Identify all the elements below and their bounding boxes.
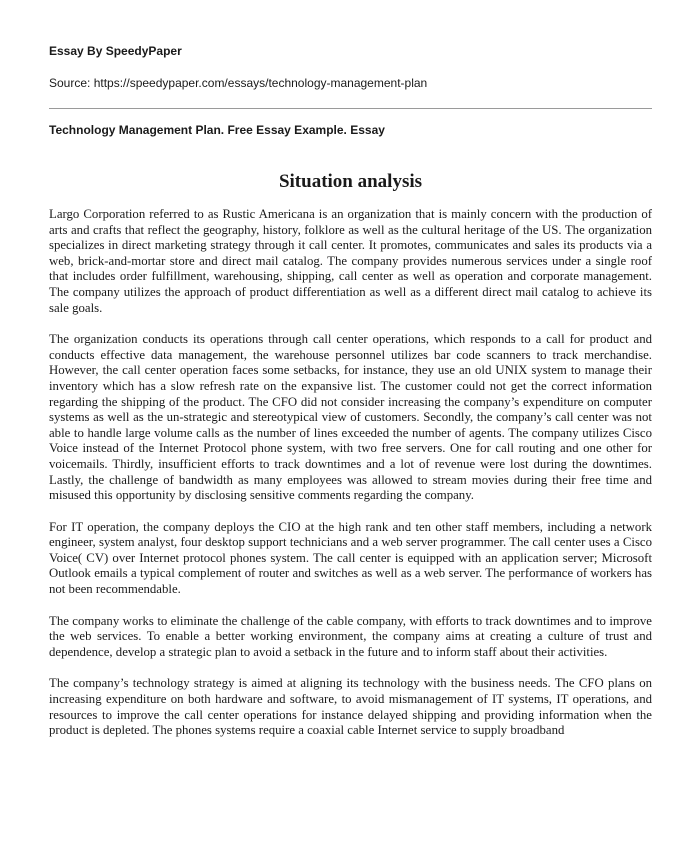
essay-body bbox=[49, 207, 652, 739]
section-heading: Situation analysis bbox=[278, 171, 423, 192]
document-title: Technology Management Plan. Free Essay Example. Essay bbox=[49, 123, 385, 137]
brand-label: Essay By SpeedyPaper bbox=[49, 44, 182, 58]
paragraph: The organization conducts its operations through call center operations, which responds to a call for product and conducts effective data management, the warehouse personnel utilizes bar code scanners to track merchandise. However, the call center operation faces some setbacks, for instance, they use an old UNIX system to manage their inventory which has a slow refresh rate on the expansive list. The customer could not get the correct information regarding the shipping of the product. The CFO did not consider increasing the company’s expenditure on computer systems as well as the un-strategic and stereotypical view of customers. Secondly, the company’s call center was not able to handle large volume calls as the number of lines exceeded the number of agents. The company utilizes Cisco Voice instead of the Internet Protocol phone system, with two free servers. One for call routing and one other for voicemails. Thirdly, insufficient efforts to track downtimes and a lot of revenue were lost during the downtimes. Lastly, the challenge of bandwidth as many employees was allowed to stream movies during their free time and misused this opportunity by disclosing sensitive comments regarding the company. bbox=[49, 332, 652, 503]
header-divider bbox=[49, 108, 652, 109]
paragraph: The company works to eliminate the challenge of the cable company, with efforts to track downtimes and to improve the web services. To enable a better working environment, the company aims at creating a culture of trust and dependence, develop a strategic plan to avoid a setback in the future and to inform staff about their activities. bbox=[49, 613, 652, 659]
source-line: Source: https://speedypaper.com/essays/technology-management-plan bbox=[49, 76, 428, 90]
paragraph: For IT operation, the company deploys the CIO at the high rank and ten other staff members, including a network engineer, system analyst, four desktop support technicians and a web server programmer. The call center uses a Cisco Voice( CV) over Internet protocol phones system. The call center is equipped with an application server; Microsoft Outlook emails a typical complement of router and switches as well as a web server. The performance of workers has not been recommendable. bbox=[49, 519, 652, 597]
paragraph: The company’s technology strategy is aimed at aligning its technology with the business needs. The CFO plans on increasing expenditure on both hardware and software, to avoid mismanagement of IT systems, IT operations, and resources to improve the call center operations for instance delayed shipping and providing information when the product is depleted. The phones systems require a coaxial cable Internet service to supply broadband bbox=[49, 676, 652, 738]
paragraph: Largo Corporation referred to as Rustic Americana is an organization that is mainly concern with the production of arts and crafts that reflect the geography, history, folklore as well as the cultural heritage of the US. The organization specializes in direct marketing strategy through it call center. It promotes, communicates and sales its products via a web, brick-and-mortar store and direct mail catalog. The company provides numerous services under a single roof that includes order fulfillment, warehousing, shipping, call center as well as operation and corporate management. The company utilizes the approach of product differentiation as well as a different direct mail catalog to achieve its sale goals. bbox=[49, 207, 652, 315]
